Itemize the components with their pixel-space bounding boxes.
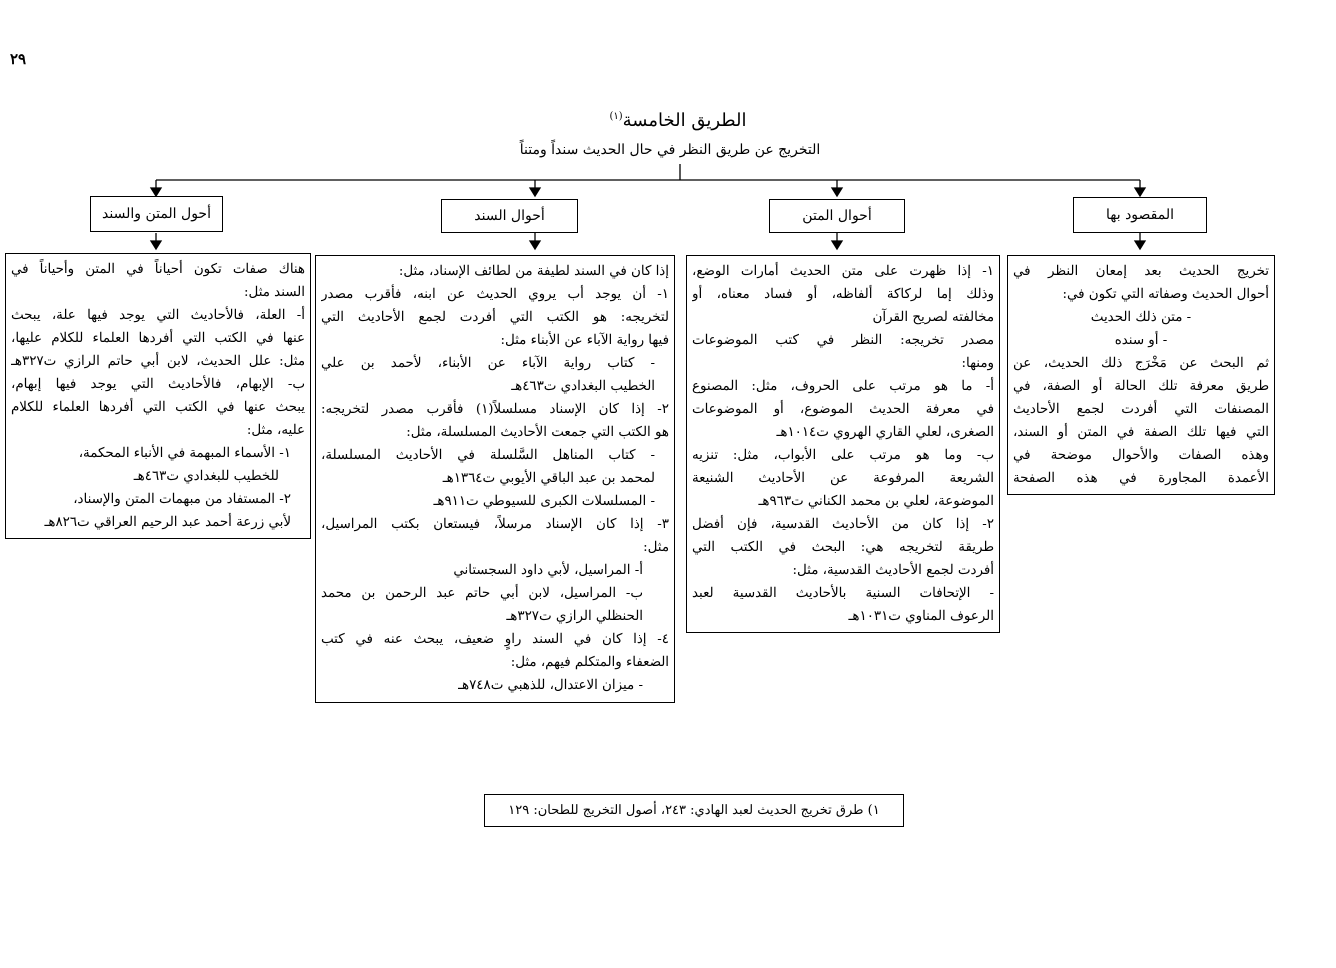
arrow-matn-col [832,241,842,249]
text-line: ٤- إذا كان في السند راوٍ ضعيف، يبحث عنه في كتب [321,632,669,647]
arrow-maqsud-col [1135,241,1145,249]
title-text: الطريق الخامسة [622,110,747,131]
text-line: - كتاب المناهل السَّلسلة في الأحاديث المسلسلة، [321,448,655,463]
title-footnote-marker: (١) [609,111,623,122]
text-line: ٣- إذا كان الإسناد مرسلاً، فيستعان بكتب المراسيل، [321,517,669,532]
text-line: أحوال الحديث وصفاته التي تكون في: [1062,287,1269,302]
page-subtitle: التخريج عن طريق النظر في حال الحديث سنداً ومتناً [519,142,821,158]
text-line: لأبي زرعة أحمد عبد الرحيم العراقي ت٨٢٦هـ [44,515,291,530]
text-line: ب- الإبهام، فالأحاديث التي يوجد فيها إبهام، [11,377,305,392]
text-line: مخالفته لصريح القرآن [872,310,994,325]
arrow-sanad-col [530,241,540,249]
text-line: ثم البحث عن مَخْرَج ذلك الحديث، عن [1013,356,1269,371]
text-line: الموضوعة، لعلي بن محمد الكناني ت٩٦٣هـ [758,494,994,509]
arrow-maqsud [1135,188,1145,196]
text-line: وذلك إما لركاكة ألفاظه، أو فساد معناه، أو [692,287,994,302]
column-matn-sanad [5,253,311,539]
text-line: - كتاب رواية الآباء عن الأبناء، لأحمد بن علي [321,356,655,371]
text-line: الصغرى، لعلي القاري الهروي ت١٠١٤هـ [776,425,994,440]
text-line: في معرفة الحديث الموضوع، أو الموضوعات [692,402,994,417]
text-line: وهذه الصفات والأحوال موضحة في [1013,448,1269,463]
text-line: أ- المراسيل، لأبي داود السجستاني [453,563,643,578]
text-line: عليه، مثل: [246,423,305,438]
text-line: ١- الأسماء المبهمة في الأنباء المحكمة، [78,446,291,461]
text-line: إذا كان في السند لطيفة من لطائف الإسناد، مثل: [398,264,669,279]
text-line: ومنها: [961,356,994,371]
text-line: للخطيب للبغدادي ت٤٦٣هـ [133,469,279,484]
text-line: أ- العلة، فالأحاديث التي يوجد فيها علة، يبحث [11,308,305,323]
text-line: ٢- إذا كان الإسناد مسلسلاً(١) فأقرب مصدر لتخريجه: [321,402,669,417]
text-line: الرعوف المناوي ت١٠٣١هـ [848,609,994,624]
text-line: مصدر تخريجه: النظر في كتب الموضوعات [692,333,994,348]
text-line: التي فيها تلك الصفة في المتن أو السند، [1013,425,1269,440]
box-maqsud: المقصود بها [1073,197,1207,233]
text-line: أفردت لجمع الأحاديث القدسية، مثل: [792,563,994,578]
text-line: ب- وما هو مرتب على الأبواب، مثل: تنزيه [692,448,994,463]
text-line: - متن ذلك الحديث [1090,310,1192,325]
text-line: عنها في الكتب التي أفردها العلماء للكلام عليها، [11,331,305,346]
text-line: ١- إذا ظهرت على متن الحديث أمارات الوضع، [692,264,994,279]
text-line: الخطيب البغدادي ت٤٦٣هـ [511,379,655,394]
text-line: - ميزان الاعتدال، للذهبي ت٧٤٨هـ [458,678,643,693]
footnote: ١) طرق تخريج الحديث لعبد الهادي: ٢٤٣، أصول التخريج للطحان: ١٢٩ [484,794,904,827]
text-line: السند مثل: [244,285,305,300]
text-line: فيها رواية الآباء عن الأبناء مثل: [500,333,669,348]
text-line: مثل: علل الحديث، لابن أبي حاتم الرازي ت٣٢٧هـ [11,354,305,369]
text-line: مثل: [643,540,669,555]
text-line: ٢- المستفاد من مبهمات المتن والإسناد، [73,492,291,507]
text-line: الشريعة المرفوعة عن الأحاديث الشنيعة [692,471,994,486]
column-matn [686,255,1000,633]
box-sanad: أحوال السند [441,199,578,233]
text-line: الضعفاء والمتكلم فيهم، مثل: [510,655,669,670]
text-line: ب- المراسيل، لابن أبي حاتم عبد الرحمن بن محمد [321,586,643,601]
text-line: ٢- إذا كان من الأحاديث القدسية، فإن أفضل [692,517,994,532]
text-line: هو الكتب التي جمعت الأحاديث المسلسلة، مثل: [406,425,669,440]
text-line: الأعمدة المجاورة في هذه الصفحة [1013,471,1269,486]
text-line: طريقة لتخريجه هي: البحث في الكتب التي [692,540,994,555]
text-line: تخريج الحديث بعد إمعان النظر في [1013,264,1269,279]
column-maqsud [1007,255,1275,495]
text-line: الحنظلي الرازي ت٣٢٧هـ [506,609,643,624]
text-line: لمحمد بن عبد الباقي الأيوبي ت١٣٦٤هـ [442,471,655,486]
page-number: ٢٩ [10,50,27,68]
column-sanad [315,255,675,703]
text-line: المصنفات التي أفردت لجمع الأحاديث [1013,402,1269,417]
arrow-sanad [530,188,540,196]
text-line: أ- ما هو مرتب على الحروف، مثل: المصنوع [692,379,994,394]
text-line: - المسلسلات الكبرى للسيوطي ت٩١١هـ [433,494,655,509]
text-line: هناك صفات تكون أحياناً في المتن وأحياناً في [11,262,305,277]
text-line: لتخريجه: هو الكتب التي أفردت لجمع الأحاديث التي [321,310,669,325]
text-line: ١- أن يوجد أب يروي الحديث عن ابنه، فأقرب مصدر [321,287,669,302]
arrow-matn-sanad [151,188,161,196]
box-matn: أحوال المتن [769,199,905,233]
arrow-matn-sanad-col [151,241,161,249]
arrow-matn [832,188,842,196]
text-line: - أو سنده [1114,333,1168,348]
text-line: - الإتحافات السنية بالأحاديث القدسية لعبد [692,586,994,601]
box-matn-sanad: أحول المتن والسند [90,196,223,232]
text-line: يبحث عنها في الكتب التي أفردها العلماء للكلام [11,400,305,415]
text-line: طريق معرفة تلك الحالة أو الصفة، في [1013,379,1269,394]
